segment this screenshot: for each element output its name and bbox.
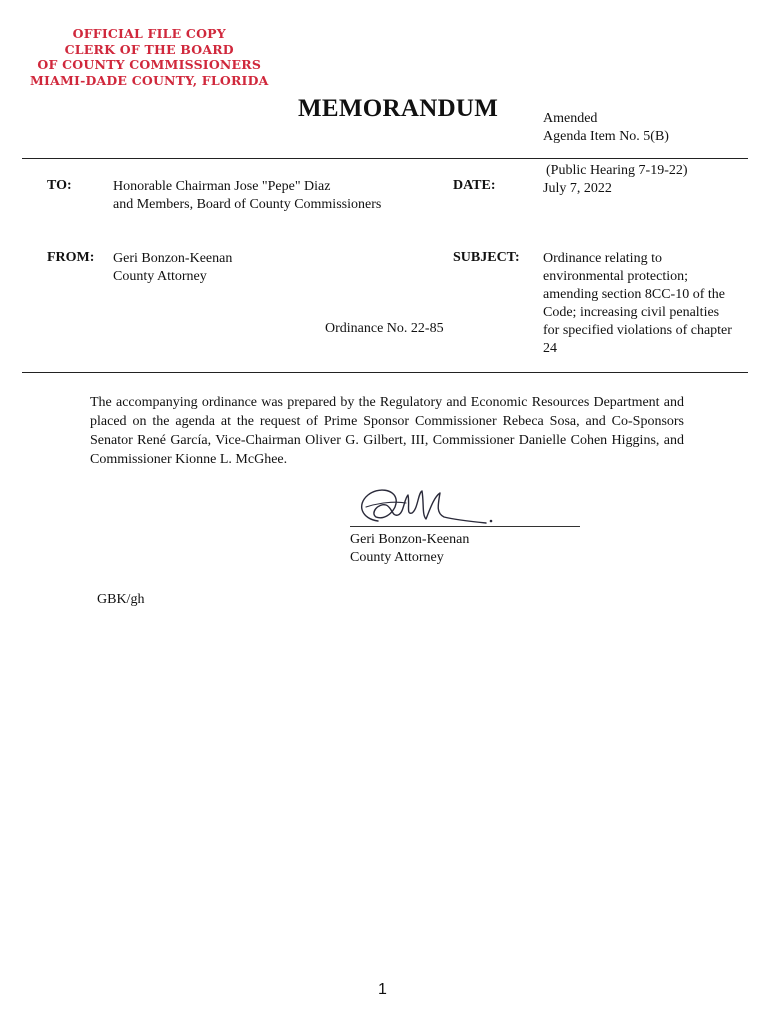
to-label: TO: <box>47 178 72 193</box>
signatory-name: Geri Bonzon-Keenan <box>350 532 470 547</box>
subject-line: Code; increasing civil penalties <box>543 305 720 320</box>
subject-label: SUBJECT: <box>453 250 520 265</box>
bottom-divider <box>22 372 748 373</box>
typist-initials: GBK/gh <box>97 592 145 607</box>
date-label: DATE: <box>453 178 496 193</box>
subject-line: for specified violations of chapter <box>543 323 732 338</box>
subject-text <box>543 250 758 358</box>
from-name: Geri Bonzon-Keenan <box>113 251 233 266</box>
amended-label: Amended <box>543 111 598 126</box>
to-line-2: and Members, Board of County Commissioners <box>113 197 382 212</box>
date-block <box>543 162 688 198</box>
memo-body: The accompanying ordinance was prepared by the Regulatory and Economic Resources Department and placed on the agenda at the request of Prime Sponsor Commissioner Rebeca Sosa, and Co-Sponsors Senator René García, Vice-Chairman Oliver G. Gilbert, III, Commissioner Danielle Cohen Higgins, and Commissioner Kionne L. McGhee. <box>90 395 684 467</box>
agenda-info <box>543 110 669 146</box>
subject-line: amending section 8CC-10 of the <box>543 287 725 302</box>
official-file-copy-stamp <box>30 26 269 88</box>
ordinance-number: Ordinance No. 22-85 <box>325 321 444 336</box>
from-title: County Attorney <box>113 269 207 284</box>
signature-block <box>350 531 469 567</box>
from-label: FROM: <box>47 250 95 265</box>
stamp-line: OF COUNTY COMMISSIONERS <box>37 57 262 72</box>
subject-line: environmental protection; <box>543 269 689 284</box>
stamp-line: OFFICIAL FILE COPY <box>72 26 226 41</box>
top-divider <box>22 158 748 159</box>
page-number: 1 <box>378 981 387 998</box>
memorandum-title: MEMORANDUM <box>298 95 499 122</box>
subject-line: 24 <box>543 341 557 356</box>
agenda-item-number: Agenda Item No. 5(B) <box>543 129 669 144</box>
date-value: July 7, 2022 <box>543 181 612 196</box>
signature-line <box>350 526 580 527</box>
stamp-line: CLERK OF THE BOARD <box>64 41 234 57</box>
signatory-title: County Attorney <box>350 550 444 565</box>
from-block <box>113 250 232 286</box>
to-line-1: Honorable Chairman Jose "Pepe" Diaz <box>113 179 331 194</box>
subject-line: Ordinance relating to <box>543 251 662 266</box>
stamp-line: MIAMI-DADE COUNTY, FLORIDA <box>30 72 269 88</box>
to-recipients <box>113 178 381 214</box>
public-hearing-note: (Public Hearing 7-19-22) <box>546 163 688 178</box>
